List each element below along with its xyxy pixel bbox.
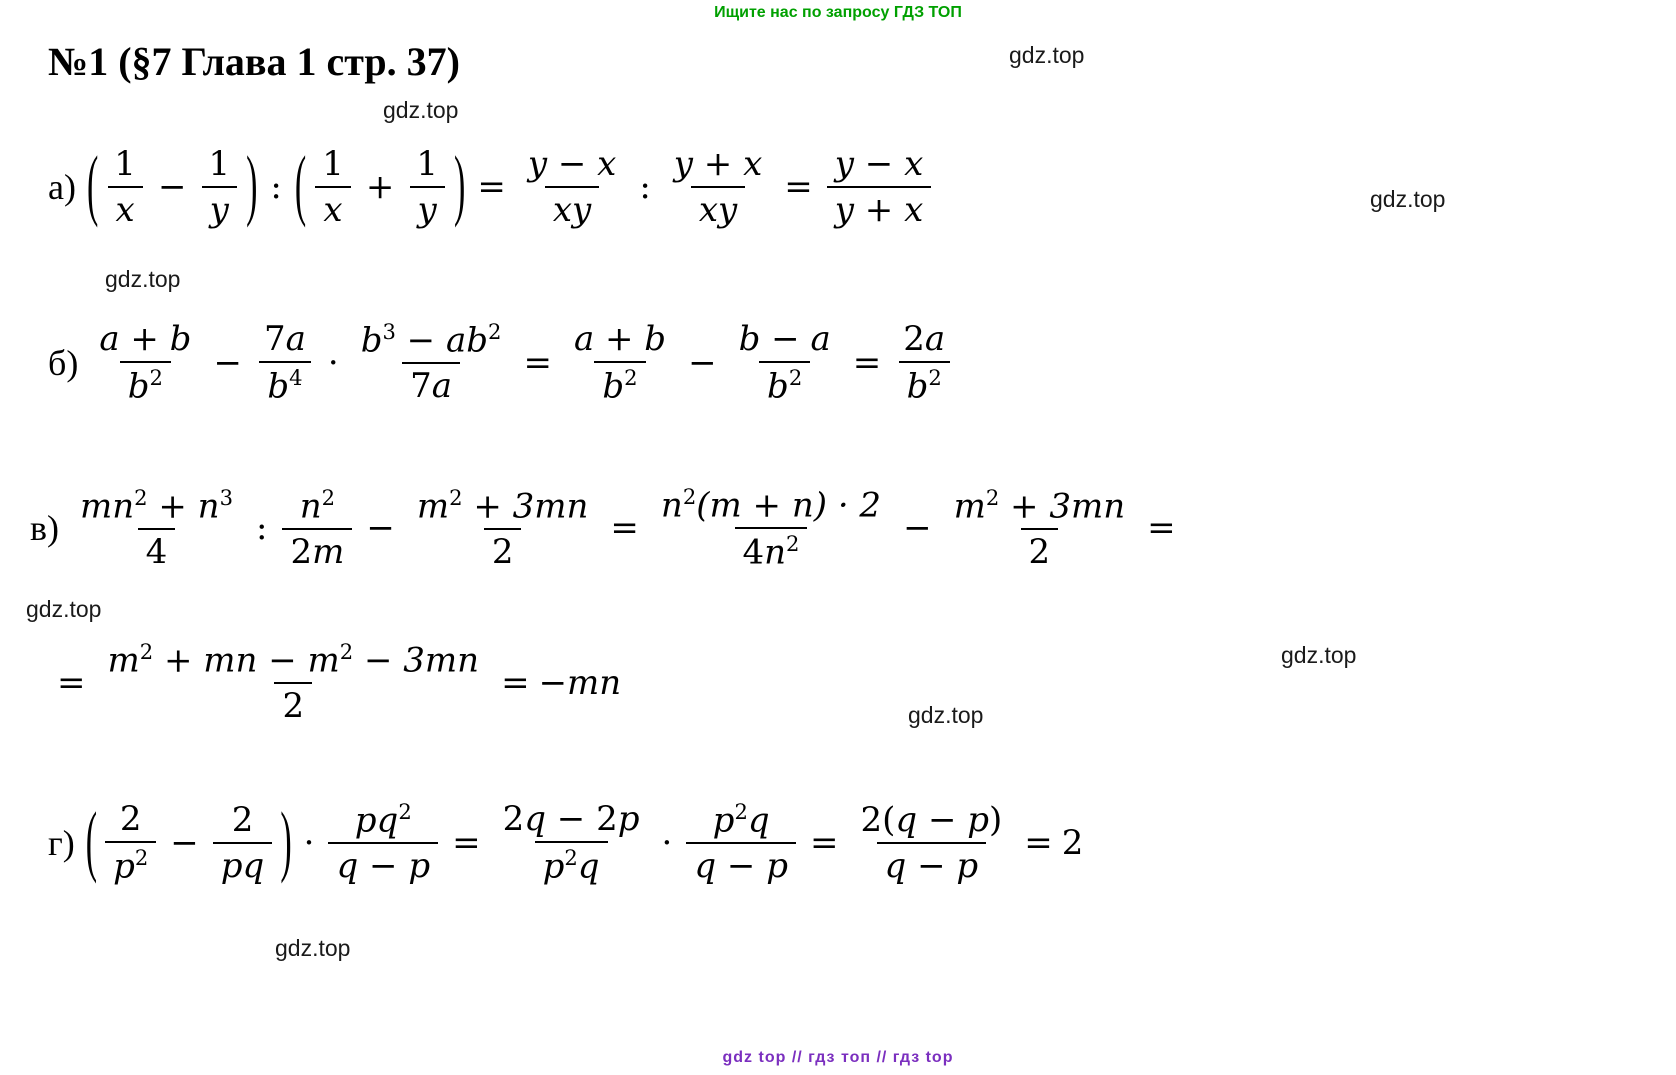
fraction-y-plus-x-over-xy [666, 145, 771, 229]
equals-sign: = [452, 822, 481, 863]
division-colon: : [639, 167, 651, 208]
numerator: a + b [99, 319, 192, 359]
denominator: 2 [274, 682, 312, 725]
watermark: gdz.top [1370, 186, 1446, 212]
numerator: 1 [208, 144, 231, 184]
denominator: xy [691, 186, 745, 229]
problem-label-a: а) [48, 167, 76, 208]
denominator: $b^2$ [120, 361, 171, 405]
problem-row-d [48, 800, 1083, 885]
minus-operator: − [213, 342, 242, 383]
fraction-m2-plus-3mn-over-2 [946, 486, 1134, 571]
numerator: 2 [231, 799, 254, 840]
denominator: $b^4$ [259, 361, 310, 405]
denominator: $b^2$ [594, 361, 645, 405]
problem-row-b [48, 320, 958, 405]
denominator: q − p [686, 842, 796, 885]
fraction-simplified-numerator-over-2 [100, 640, 488, 725]
denominator: x [108, 186, 143, 229]
problem-row-c-continued [48, 640, 621, 725]
division-colon: : [256, 508, 268, 549]
division-colon: : [270, 167, 282, 208]
fraction-7a-over-b4 [256, 320, 314, 405]
denominator: q − p [328, 842, 438, 885]
fraction-one-over-y [200, 145, 238, 229]
fraction-p2q-over-q-minus-p [686, 800, 796, 885]
multiplication-dot: · [303, 822, 315, 863]
denominator: 4 [138, 528, 176, 571]
numerator: a + b [573, 319, 667, 359]
numerator: $mn^2 + n^3$ [80, 484, 233, 526]
close-paren: ) [280, 798, 292, 886]
open-paren: ( [85, 798, 98, 886]
fraction-mn2-plus-n3-over-4 [72, 486, 241, 571]
result-c: −mn [538, 662, 622, 703]
minus-operator: − [366, 508, 395, 549]
denominator: y + x [827, 186, 932, 229]
numerator: $p^2q$ [712, 799, 770, 841]
equals-sign: = [610, 508, 639, 549]
numerator: y − x [834, 144, 924, 184]
top-promo-banner: Ищите нас по запросу ГДЗ ТОП [714, 4, 962, 21]
denominator: xy [545, 186, 599, 229]
equals-sign: = [1147, 508, 1176, 549]
fraction-m2-plus-3mn-over-2 [409, 486, 597, 571]
denominator: $4n^2$ [735, 527, 808, 571]
plus-operator: + [365, 167, 395, 208]
fraction-2-q-minus-p-over-q-minus-p [852, 801, 1010, 885]
equals-sign: = [809, 822, 839, 863]
fraction-n2-over-2m [282, 486, 352, 571]
denominator: $p^2$ [105, 841, 156, 885]
denominator: $b^2$ [759, 361, 810, 405]
numerator: 1 [416, 144, 438, 184]
denominator: 7a [402, 362, 460, 405]
numerator: 2 [119, 799, 142, 839]
watermark: gdz.top [383, 97, 459, 123]
denominator: $p^2q$ [535, 841, 608, 885]
fraction-result-b [895, 320, 953, 405]
equals-sign: = [523, 342, 552, 383]
fraction-b3-minus-ab2-over-7a [353, 320, 510, 405]
watermark: gdz.top [26, 596, 102, 622]
fraction-one-over-y [408, 145, 446, 229]
denominator: pq [213, 842, 273, 885]
fraction-y-minus-x-over-xy [520, 145, 625, 229]
equals-sign: = [477, 167, 506, 208]
numerator: 1 [322, 144, 344, 184]
watermark: gdz.top [908, 702, 984, 728]
equals-sign: = [1024, 822, 1053, 863]
numerator: $pq^2$ [354, 799, 412, 841]
equals-sign: = [784, 167, 813, 208]
numerator: 1 [114, 144, 136, 184]
fraction-2-over-pq [213, 801, 273, 885]
close-paren: ) [246, 142, 258, 230]
watermark: gdz.top [1009, 42, 1085, 68]
fraction-n2-m-plus-n-times-2-over-4n2 [653, 485, 889, 572]
multiplication-dot: · [327, 342, 339, 383]
minus-operator: − [903, 508, 932, 549]
denominator: y [202, 186, 237, 229]
numerator: $m^2 + 3mn$ [416, 484, 589, 526]
fraction-pq2-over-q-minus-p [328, 800, 438, 885]
result-d: 2 [1061, 822, 1084, 863]
problem-label-b: б) [48, 342, 79, 383]
watermark: gdz.top [275, 935, 351, 961]
numerator: y + x [673, 144, 763, 184]
problem-label-c: в) [30, 508, 59, 549]
denominator: $b^2$ [899, 361, 950, 405]
numerator: y − x [527, 144, 617, 184]
numerator: 2a [903, 319, 946, 359]
fraction-one-over-x [314, 145, 352, 229]
equals-sign: = [57, 662, 86, 703]
numerator: b − a [738, 319, 831, 359]
fraction-a-plus-b-over-b2 [91, 320, 199, 405]
denominator: 2 [484, 528, 522, 571]
numerator: 2(q − p) [860, 799, 1003, 840]
watermark: gdz.top [1281, 642, 1357, 668]
multiplication-dot: · [661, 822, 673, 863]
minus-operator: − [170, 822, 199, 863]
numerator: 2q − 2p [502, 799, 640, 839]
minus-operator: − [157, 167, 187, 208]
open-paren: ( [86, 142, 99, 230]
fraction-a-plus-b-over-b2 [566, 320, 674, 405]
minus-operator: − [688, 342, 717, 383]
numerator: $b^3 - ab^2$ [360, 319, 502, 361]
bottom-promo-banner: gdz top // гдз топ // гдз top [722, 1049, 954, 1066]
denominator: q − p [877, 842, 987, 885]
denominator: x [315, 186, 350, 229]
numerator: $m^2 + 3mn$ [953, 484, 1126, 526]
denominator: y [410, 186, 445, 229]
fraction-result-a [827, 145, 932, 229]
equals-sign: = [501, 662, 530, 703]
fraction-2q-minus-2p-over-p2q [495, 800, 648, 885]
denominator: 2 [1021, 528, 1059, 571]
numerator: $n^2$ [299, 484, 336, 526]
fraction-b-minus-a-over-b2 [731, 320, 839, 405]
denominator: 2m [282, 528, 352, 571]
numerator: $n^2(m + n) \cdot 2$ [660, 484, 882, 526]
close-paren: ) [453, 142, 466, 230]
fraction-one-over-x [106, 145, 144, 229]
open-paren: ( [294, 142, 307, 230]
fraction-2-over-p2 [105, 800, 156, 885]
numerator: $m^2$ + mn − $m^2 - 3mn$ [107, 639, 480, 681]
problem-row-a [48, 142, 936, 231]
equals-sign: = [852, 342, 882, 383]
problem-label-d: г) [48, 822, 75, 863]
watermark: gdz.top [105, 266, 181, 292]
page-title: №1 (§7 Глава 1 стр. 37) [48, 39, 460, 84]
problem-row-c [30, 485, 1185, 572]
numerator: 7a [263, 319, 306, 359]
